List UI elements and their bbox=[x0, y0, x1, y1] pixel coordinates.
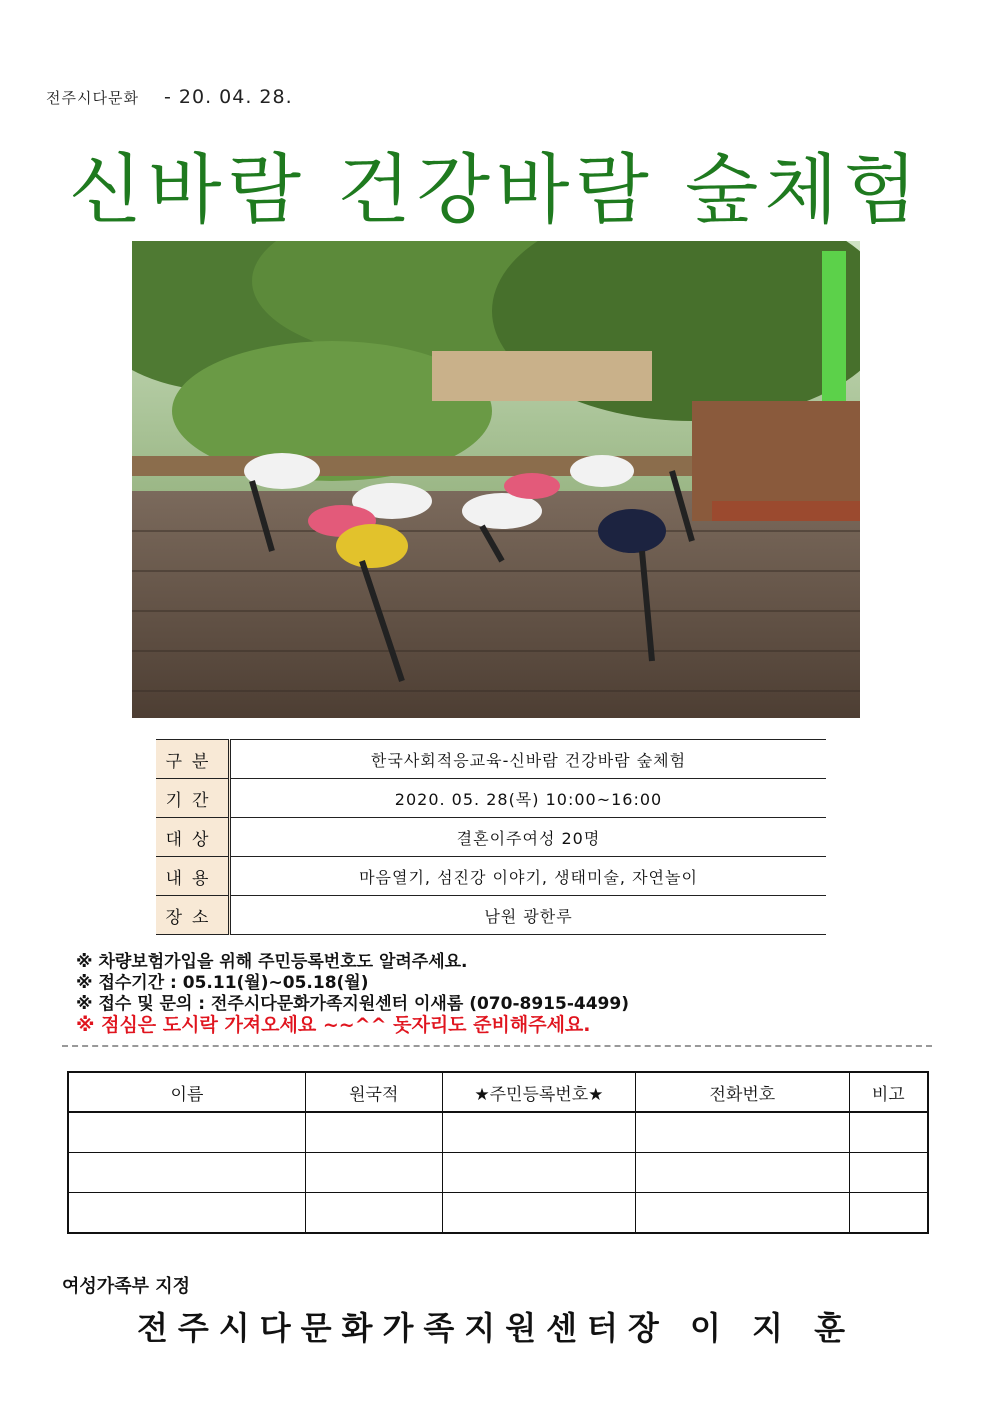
column-header-note: 비고 bbox=[849, 1072, 928, 1112]
resident-number-cell[interactable] bbox=[442, 1153, 636, 1193]
info-value: 마음열기, 섬진강 이야기, 생태미술, 자연놀이 bbox=[230, 857, 827, 896]
info-row-place bbox=[156, 896, 826, 935]
info-value: 남원 광한루 bbox=[230, 896, 827, 935]
column-header-phone: 전화번호 bbox=[636, 1072, 849, 1112]
column-header-name: 이름 bbox=[68, 1072, 305, 1112]
table-row bbox=[68, 1153, 928, 1193]
lunch-notice: ※ 점심은 도시락 가져오세요 ~~^^ 돗자리도 준비해주세요. bbox=[76, 1014, 591, 1036]
notice-list bbox=[76, 952, 629, 1036]
table-row bbox=[68, 1112, 928, 1153]
info-row-content bbox=[156, 857, 826, 896]
event-photo bbox=[132, 241, 860, 718]
notice-item: ※ 접수기간 : 05.11(월)~05.18(월) bbox=[76, 973, 369, 993]
organization-name: 전주시다문화 bbox=[46, 89, 139, 107]
column-header-nationality: 원국적 bbox=[305, 1072, 442, 1112]
event-info-table bbox=[156, 739, 826, 935]
name-cell[interactable] bbox=[68, 1193, 305, 1234]
note-cell[interactable] bbox=[849, 1153, 928, 1193]
info-row-period bbox=[156, 779, 826, 818]
document-date: - 20. 04. 28. bbox=[156, 86, 293, 108]
resident-number-cell[interactable] bbox=[442, 1193, 636, 1234]
notice-item: ※ 차량보험가입을 위해 주민등록번호도 알려주세요. bbox=[76, 952, 468, 972]
forest-stretching-photo bbox=[132, 241, 860, 718]
notice-item: ※ 접수 및 문의 : 전주시다문화가족지원센터 이새롬 (070-8915-4499) bbox=[76, 994, 629, 1014]
info-label: 장소 bbox=[156, 896, 230, 935]
designation-text: 여성가족부 지정 bbox=[62, 1276, 190, 1297]
info-row-category bbox=[156, 740, 826, 779]
info-value: 한국사회적응교육-신바람 건강바람 숲체험 bbox=[230, 740, 827, 779]
signatory-text: 전주시다문화가족지원센터장 이 지 훈 bbox=[136, 1309, 855, 1347]
cut-line-divider bbox=[62, 1045, 932, 1047]
page-title: 신바람 건강바람 숲체험 bbox=[68, 145, 924, 234]
column-header-resident-number: ★주민등록번호★ bbox=[442, 1072, 636, 1112]
name-cell[interactable] bbox=[68, 1153, 305, 1193]
note-cell[interactable] bbox=[849, 1193, 928, 1234]
info-label: 대상 bbox=[156, 818, 230, 857]
phone-cell[interactable] bbox=[636, 1193, 849, 1234]
phone-cell[interactable] bbox=[636, 1112, 849, 1153]
info-value: 2020. 05. 28(목) 10:00~16:00 bbox=[230, 779, 827, 818]
info-row-target bbox=[156, 818, 826, 857]
phone-cell[interactable] bbox=[636, 1153, 849, 1193]
resident-number-cell[interactable] bbox=[442, 1112, 636, 1153]
info-label: 내용 bbox=[156, 857, 230, 896]
info-value: 결혼이주여성 20명 bbox=[230, 818, 827, 857]
note-cell[interactable] bbox=[849, 1112, 928, 1153]
info-label: 구분 bbox=[156, 740, 230, 779]
header-line bbox=[46, 86, 293, 108]
info-label: 기간 bbox=[156, 779, 230, 818]
nationality-cell[interactable] bbox=[305, 1112, 442, 1153]
nationality-cell[interactable] bbox=[305, 1153, 442, 1193]
registration-table bbox=[67, 1071, 929, 1234]
name-cell[interactable] bbox=[68, 1112, 305, 1153]
table-row bbox=[68, 1193, 928, 1234]
nationality-cell[interactable] bbox=[305, 1193, 442, 1234]
registration-header-row bbox=[68, 1072, 928, 1112]
